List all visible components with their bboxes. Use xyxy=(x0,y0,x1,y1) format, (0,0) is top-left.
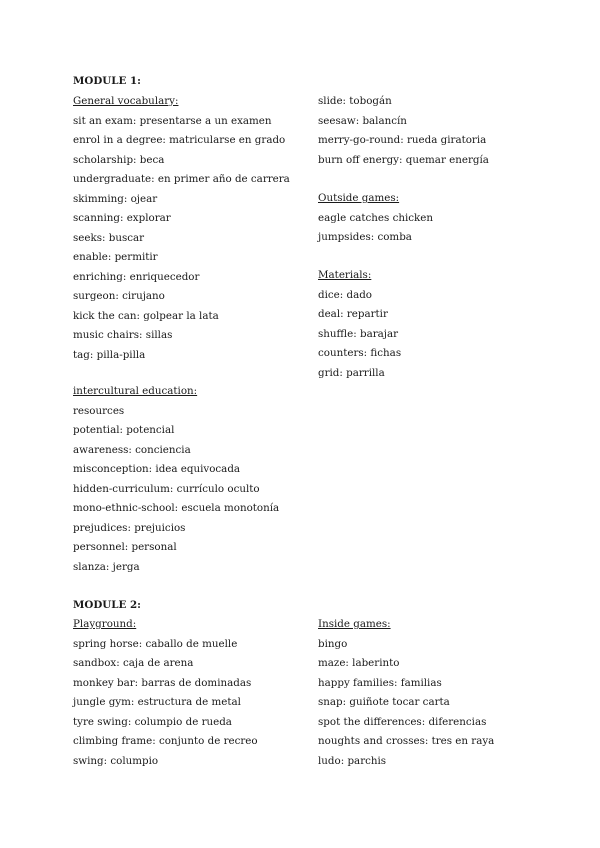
vocab-item: enable: permitir xyxy=(73,251,158,263)
module-2-title: MODULE 2: xyxy=(73,599,141,611)
module-1-right-column xyxy=(318,94,489,172)
vocab-item: deal: repartir xyxy=(318,308,388,320)
vocab-item: happy families: familias xyxy=(318,676,442,689)
vocab-item: scanning: explorar xyxy=(73,212,171,224)
vocab-item: enrol in a degree: matricularse en grado xyxy=(73,134,286,146)
vocab-item: noughts and crosses: tres en raya xyxy=(318,735,495,747)
vocab-item: skimming: ojear xyxy=(73,192,158,205)
playground-column xyxy=(73,617,258,773)
module-1-title: MODULE 1: xyxy=(73,75,141,87)
vocab-item: counters: fichas xyxy=(318,347,402,359)
vocab-item: maze: laberinto xyxy=(318,657,400,669)
inside-games-column xyxy=(318,617,494,773)
vocab-item: jungle gym: estructura de metal xyxy=(73,696,241,708)
vocab-item: surgeon: cirujano xyxy=(73,290,165,302)
vocab-item: prejudices: prejuicios xyxy=(73,521,186,534)
vocab-item: swing: columpio xyxy=(73,754,159,767)
vocab-item: resources xyxy=(73,404,125,417)
vocab-item: potential: potencial xyxy=(73,424,175,436)
vocab-item: grid: parrilla xyxy=(318,366,385,379)
vocab-item: burn off energy: quemar energía xyxy=(318,153,489,166)
intercultural-column xyxy=(73,384,279,579)
materials-heading: Materials: xyxy=(318,269,372,281)
vocab-item: ludo: parchis xyxy=(318,754,387,767)
inside-games-heading: Inside games: xyxy=(318,618,391,630)
materials-column xyxy=(318,268,401,385)
vocab-item: scholarship: beca xyxy=(73,153,165,166)
vocab-item: hidden-curriculum: currículo oculto xyxy=(73,482,260,495)
vocab-item: enriching: enriquecedor xyxy=(73,270,200,283)
vocab-item: sit an exam: presentarse a un examen xyxy=(73,114,272,127)
vocab-item: spot the differences: diferencias xyxy=(318,715,487,728)
vocab-item: misconception: idea equivocada xyxy=(73,463,241,475)
playground-heading: Playground: xyxy=(73,618,137,630)
outside-games-column xyxy=(318,191,433,250)
vocab-item: slide: tobogán xyxy=(318,95,392,107)
vocab-item: personnel: personal xyxy=(73,541,177,553)
vocab-item: tag: pilla-pilla xyxy=(73,348,146,361)
vocab-item: shuffle: barajar xyxy=(318,327,399,340)
vocab-item: seesaw: balancín xyxy=(318,114,407,127)
vocab-item: seeks: buscar xyxy=(73,231,145,244)
vocab-item: spring horse: caballo de muelle xyxy=(73,637,238,650)
vocab-item: jumpsides: comba xyxy=(318,231,412,243)
vocab-item: dice: dado xyxy=(318,288,373,301)
vocab-item: bingo xyxy=(318,637,348,650)
vocab-item: merry-go-round: rueda giratoria xyxy=(318,134,487,146)
vocab-item: monkey bar: barras de dominadas xyxy=(73,676,252,689)
vocab-item: mono-ethnic-school: escuela monotonía xyxy=(73,502,280,514)
vocab-item: sandbox: caja de arena xyxy=(73,657,194,669)
vocab-item: awareness: conciencia xyxy=(73,443,191,456)
vocab-item: climbing frame: conjunto de recreo xyxy=(73,735,258,747)
general-vocabulary-heading: General vocabulary: xyxy=(73,95,179,107)
vocab-item: music chairs: sillas xyxy=(73,329,173,341)
intercultural-education-heading: intercultural education: xyxy=(73,385,198,397)
vocab-item: slanza: jerga xyxy=(73,560,140,573)
vocab-item: tyre swing: columpio de rueda xyxy=(73,715,232,728)
module-1-left-column xyxy=(73,94,290,367)
vocab-item: eagle catches chicken xyxy=(318,211,434,224)
vocab-item: kick the can: golpear la lata xyxy=(73,309,219,322)
vocab-item: snap: guiñote tocar carta xyxy=(318,696,450,708)
vocab-item: undergraduate: en primer año de carrera xyxy=(73,173,290,185)
outside-games-heading: Outside games: xyxy=(318,192,400,204)
